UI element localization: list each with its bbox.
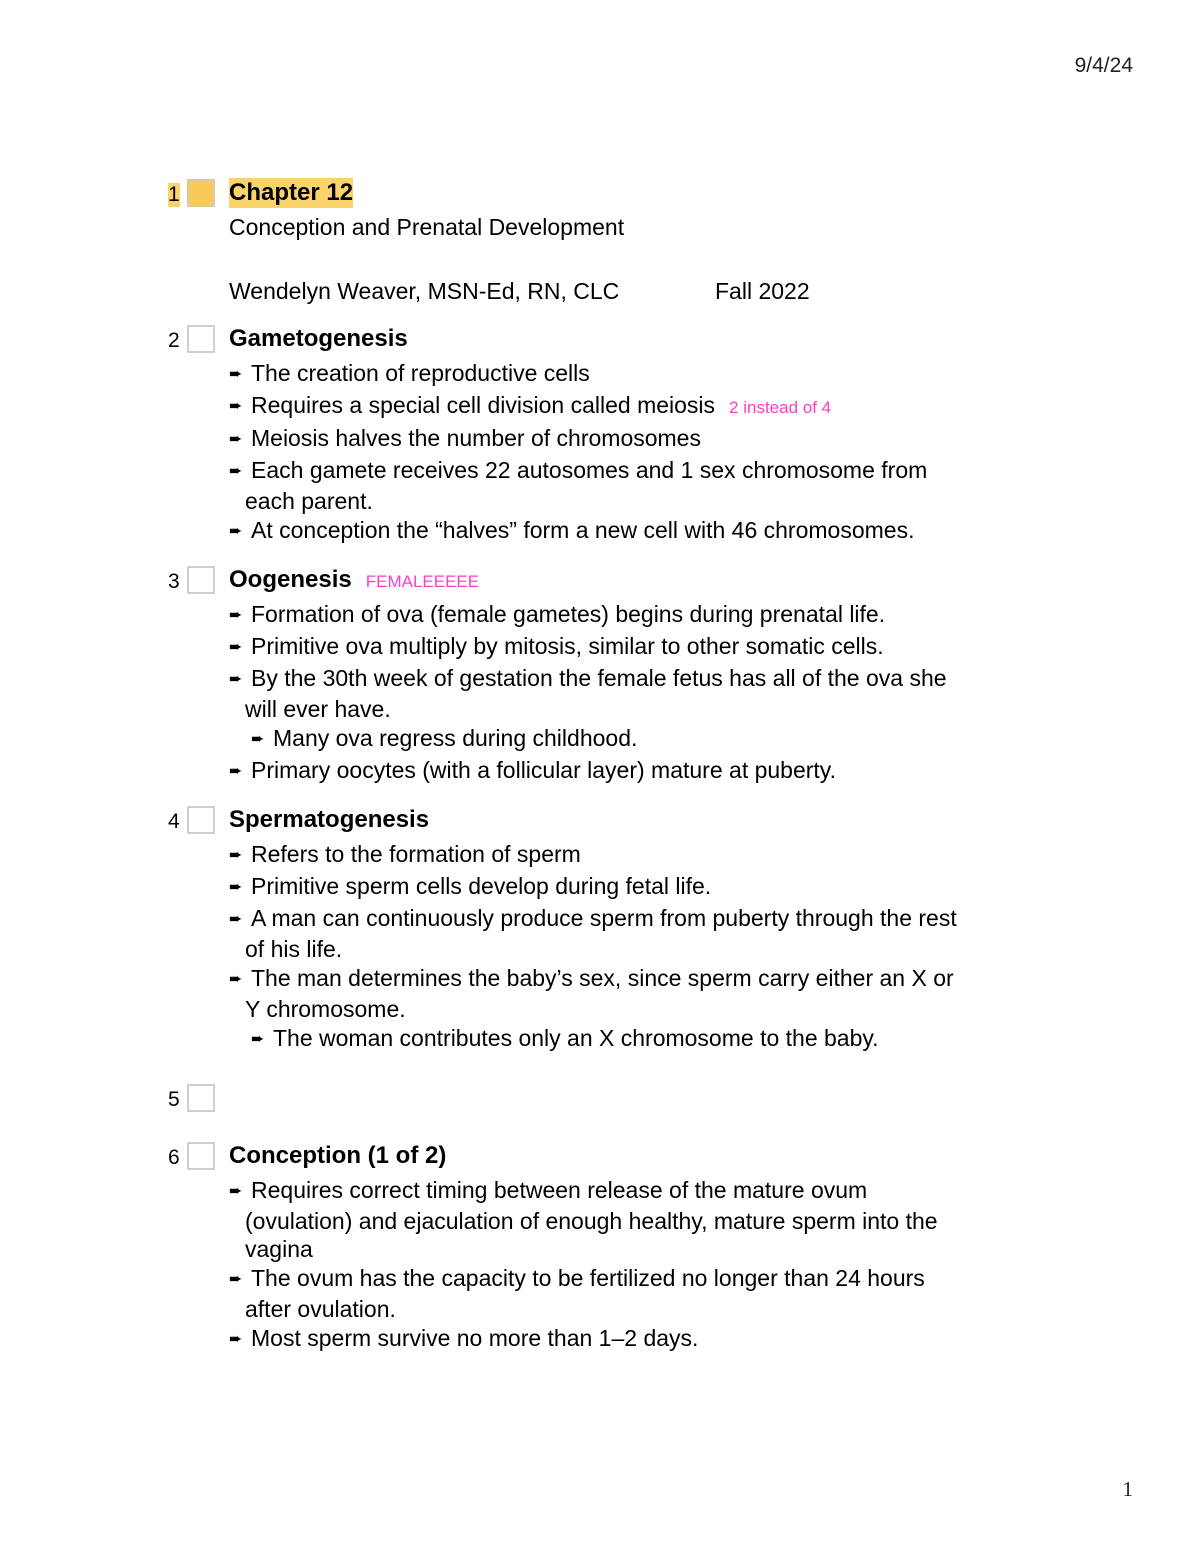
right-arrow-icon: ➨: [251, 1031, 265, 1048]
slide-title: Chapter 12: [229, 179, 354, 206]
bullet: ➨ Each gamete receives 22 autosomes and 1 sex chromosome from: [229, 455, 1029, 487]
bullet: ➨ Refers to the formation of sperm: [229, 839, 1029, 871]
slide-4: [0, 803, 1200, 1055]
slide-subtitle: Conception and Prenatal Development: [229, 214, 625, 240]
slide-5: [0, 1081, 1200, 1117]
page-number: 1: [1122, 1477, 1133, 1501]
sub-bullet: ➨ Many ova regress during childhood.: [229, 723, 1029, 755]
slide-thumbnail[interactable]: [187, 1084, 215, 1112]
bullet-continuation: of his life.: [245, 936, 343, 962]
slide-title: Spermatogenesis: [229, 806, 430, 833]
slide-thumbnail[interactable]: [187, 806, 215, 834]
slide-6: [0, 1139, 1200, 1355]
slide-number: 6: [168, 1146, 180, 1169]
right-arrow-icon: ➨: [229, 971, 243, 988]
bullet: ➨ Primitive ova multiply by mitosis, similar to other somatic cells.: [229, 631, 1029, 663]
slide-thumbnail[interactable]: [187, 325, 215, 353]
bullet-continuation: vagina: [245, 1236, 313, 1262]
bullet: ➨ Requires a special cell division called meiosis 2 instead of 4: [229, 390, 1029, 423]
bullet-continuation: (ovulation) and ejaculation of enough healthy, mature sperm into the: [245, 1208, 938, 1234]
right-arrow-icon: ➨: [229, 1331, 243, 1348]
right-arrow-icon: ➨: [229, 607, 243, 624]
slide-notes: [0, 176, 1200, 1371]
right-arrow-icon: ➨: [229, 639, 243, 656]
bullet: ➨ A man can continuously produce sperm from puberty through the rest: [229, 903, 1029, 935]
right-arrow-icon: ➨: [229, 398, 243, 415]
slide-thumbnail[interactable]: [187, 179, 215, 207]
right-arrow-icon: ➨: [251, 731, 265, 748]
bullet-continuation: each parent.: [245, 488, 373, 514]
bullet: ➨ Primary oocytes (with a follicular layer) mature at puberty.: [229, 755, 1029, 787]
slide-number: 1: [168, 183, 180, 206]
right-arrow-icon: ➨: [229, 1183, 243, 1200]
bullet-continuation: Y chromosome.: [245, 996, 406, 1022]
bullet: ➨ Primitive sperm cells develop during fetal life.: [229, 871, 1029, 903]
right-arrow-icon: ➨: [229, 1271, 243, 1288]
slide-2: [0, 322, 1200, 547]
slide-number: 4: [168, 810, 180, 833]
slide-1: [0, 176, 1200, 306]
right-arrow-icon: ➨: [229, 366, 243, 383]
bullet: ➨ At conception the “halves” form a new cell with 46 chromosomes.: [229, 515, 1029, 547]
slide-number: 3: [168, 570, 180, 593]
date: 9/4/24: [1074, 54, 1133, 77]
bullet: ➨ Formation of ova (female gametes) begins during prenatal life.: [229, 599, 1029, 631]
annotation-note: FEMALEEEEE: [365, 572, 480, 591]
slide-title: Conception (1 of 2): [229, 1142, 447, 1169]
right-arrow-icon: ➨: [229, 847, 243, 864]
right-arrow-icon: ➨: [229, 763, 243, 780]
right-arrow-icon: ➨: [229, 879, 243, 896]
right-arrow-icon: ➨: [229, 671, 243, 688]
bullet: ➨ Meiosis halves the number of chromosomes: [229, 423, 1029, 455]
bullet: ➨ The creation of reproductive cells: [229, 358, 1029, 390]
right-arrow-icon: ➨: [229, 431, 243, 448]
right-arrow-icon: ➨: [229, 911, 243, 928]
bullet-continuation: after ovulation.: [245, 1296, 396, 1322]
bullet-continuation: will ever have.: [245, 696, 391, 722]
bullet: ➨ Most sperm survive no more than 1–2 days.: [229, 1323, 1029, 1355]
slide-number: 2: [168, 329, 180, 352]
bullet: ➨ By the 30th week of gestation the female fetus has all of the ova she: [229, 663, 1029, 695]
right-arrow-icon: ➨: [229, 523, 243, 540]
slide-thumbnail[interactable]: [187, 1142, 215, 1170]
sub-bullet: ➨ The woman contributes only an X chromosome to the baby.: [229, 1023, 1029, 1055]
bullet: ➨ The man determines the baby’s sex, since sperm carry either an X or: [229, 963, 1029, 995]
slide-3: [0, 563, 1200, 787]
bullet: ➨ Requires correct timing between release of the mature ovum: [229, 1175, 1029, 1207]
right-arrow-icon: ➨: [229, 463, 243, 480]
term: Fall 2022: [715, 278, 810, 304]
slide-title: Gametogenesis: [229, 325, 408, 352]
slide-number: 5: [168, 1088, 180, 1111]
slide-title: Oogenesis: [229, 566, 352, 593]
slide-thumbnail[interactable]: [187, 566, 215, 594]
bullet: ➨ The ovum has the capacity to be fertilized no longer than 24 hours: [229, 1263, 1029, 1295]
annotation-note: 2 instead of 4: [729, 398, 832, 417]
author: Wendelyn Weaver, MSN-Ed, RN, CLC: [229, 278, 620, 304]
